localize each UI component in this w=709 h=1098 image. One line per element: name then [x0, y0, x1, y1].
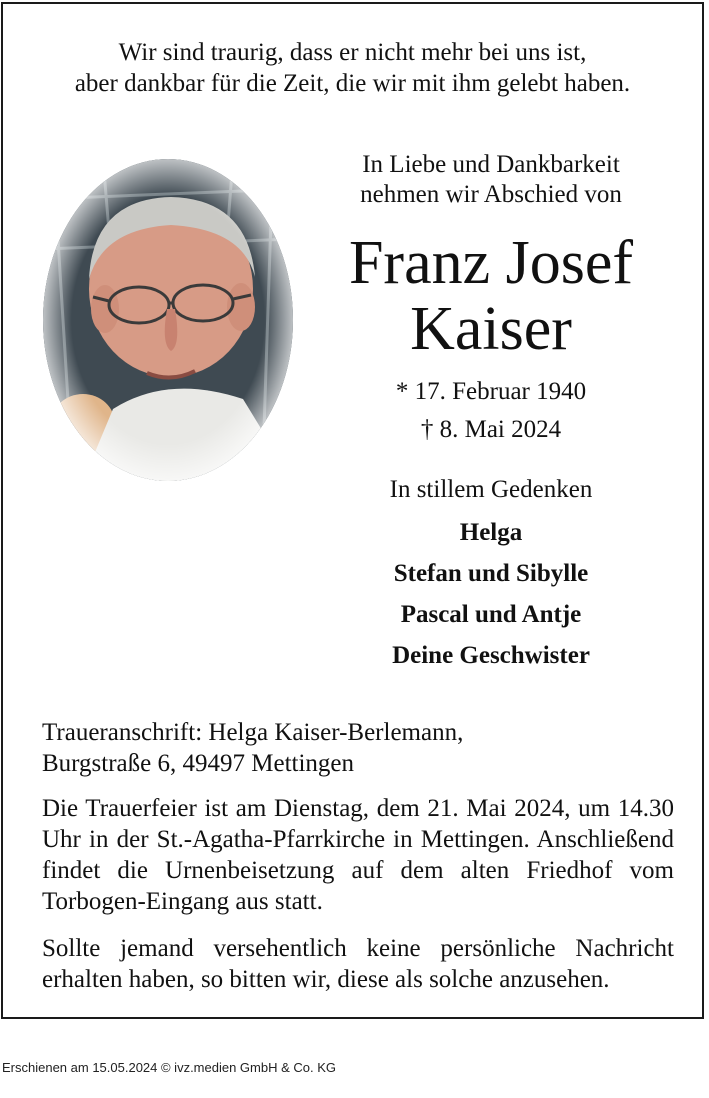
intro-line-1: In Liebe und Dankbarkeit — [362, 151, 620, 178]
deceased-surname: Kaiser — [410, 295, 572, 363]
motto-line-1: Wir sind traurig, dass er nicht mehr bei uns ist, — [118, 39, 587, 66]
deceased-first-names: Franz Josef — [348, 229, 634, 297]
deceased-name — [330, 230, 652, 362]
mourners-list — [330, 512, 652, 676]
no-message-note: Sollte jemand versehentlich keine persönliche Nachricht erhalten haben, so bitten wir, diese als solche anzusehen. — [42, 935, 674, 993]
life-dates — [330, 373, 652, 449]
publication-footer: Erschienen am 15.05.2024 © ivz.medien GmbH & Co. KG — [2, 1060, 337, 1075]
motto-line-2: aber dankbar für die Zeit, die wir mit ihm gelebt haben. — [74, 70, 631, 97]
mourning-address — [42, 717, 672, 779]
death-date: † 8. Mai 2024 — [420, 416, 562, 443]
mourner-name: Pascal und Antje — [400, 601, 582, 628]
farewell-intro — [330, 150, 652, 210]
portrait-illustration — [43, 159, 293, 481]
funeral-ceremony-text: Die Trauerfeier ist am Dienstag, dem 21. Mai 2024, um 14.30 Uhr in der St.-Agatha-Pfarrkirche in Mettingen. Anschließend findet die Urnenbeisetzung auf dem alten Friedhof vom Torbogen-Eingang aus statt. — [42, 795, 674, 915]
mourner-name: Deine Geschwister — [392, 642, 590, 669]
portrait-photo — [43, 159, 293, 481]
address-line-1: Traueranschrift: Helga Kaiser-Berlemann, — [42, 719, 464, 746]
obituary-frame — [1, 2, 704, 1019]
intro-line-2: nehmen wir Abschied von — [360, 181, 622, 208]
address-line-2: Burgstraße 6, 49497 Mettingen — [42, 750, 354, 777]
motto — [3, 37, 702, 99]
birth-date: * 17. Februar 1940 — [395, 378, 587, 405]
mourner-name: Helga — [459, 519, 523, 546]
mourner-name: Stefan und Sibylle — [393, 560, 589, 587]
remembrance-line: In stillem Gedenken — [389, 476, 593, 503]
